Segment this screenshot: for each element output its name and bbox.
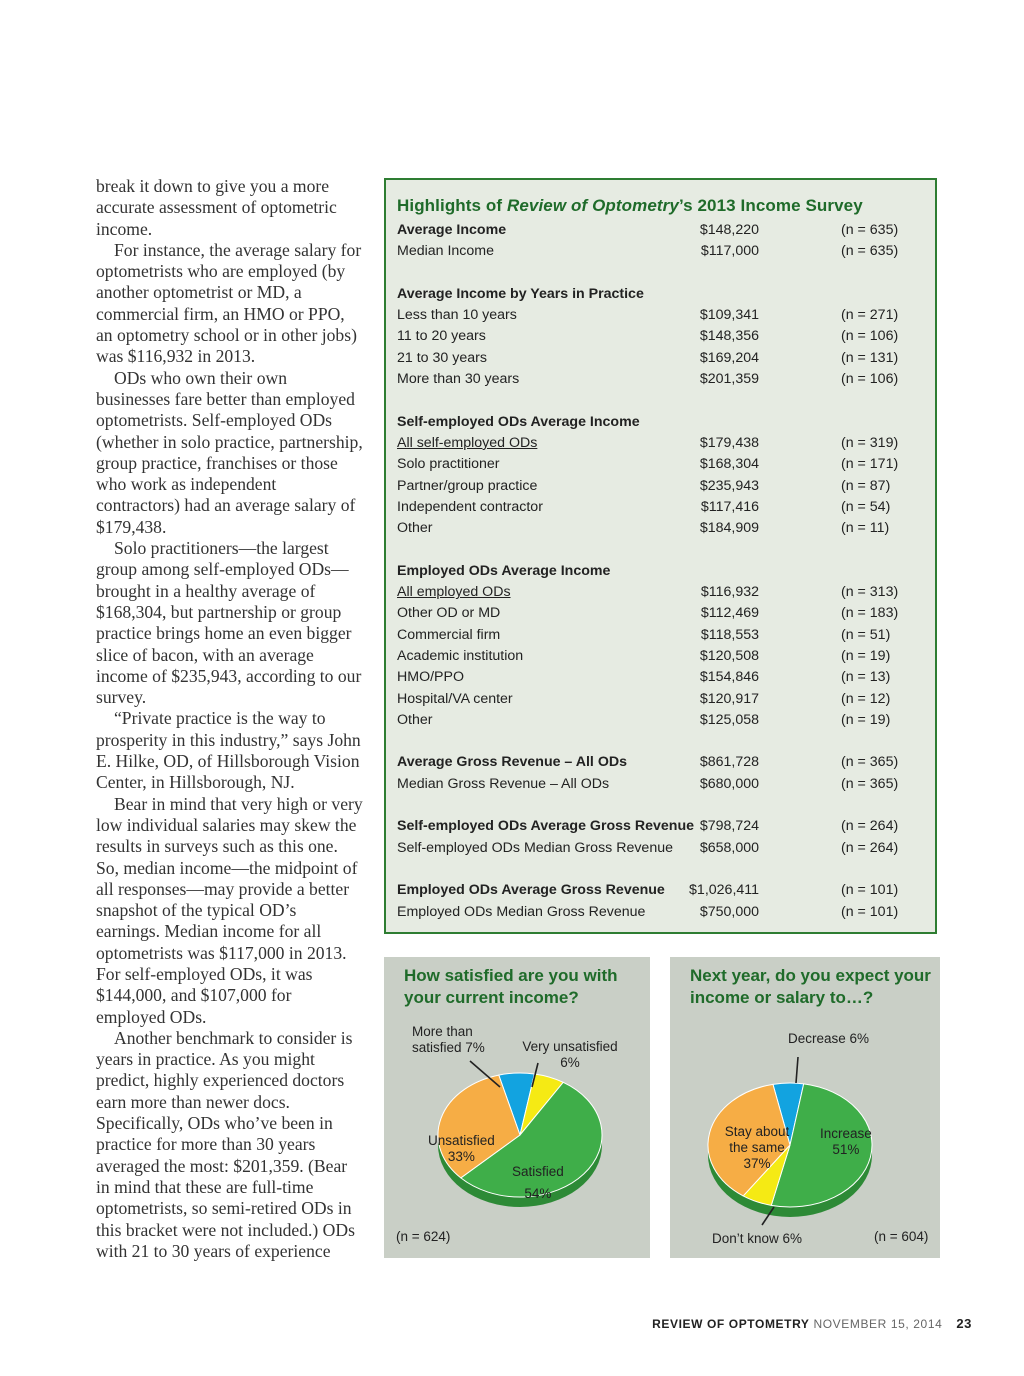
row-value: $125,058 [699, 711, 759, 728]
table-row [397, 220, 927, 241]
row-label: Solo practitioner [397, 456, 500, 473]
pie-n-label: (n = 624) [396, 1229, 451, 1244]
row-value: $184,909 [699, 520, 759, 537]
row-value: $680,000 [699, 775, 759, 792]
table-row [397, 603, 927, 624]
pie-label-more-than-satisfied: More than satisfied 7% [412, 1024, 485, 1055]
table-row [397, 326, 927, 347]
pie-label-increase: Increase 51% [820, 1126, 872, 1157]
row-value: $154,846 [699, 669, 759, 686]
row-label: Academic institution [397, 647, 524, 664]
table-row [397, 561, 927, 582]
satisfaction-chart-title: How satisfied are you with your current income? [404, 966, 618, 1007]
row-sample-size: (n = 101) [841, 903, 899, 920]
row-label: Self-employed ODs Average Income [397, 413, 640, 430]
row-value: $116,932 [700, 584, 759, 601]
row-label: Commercial firm [397, 626, 501, 643]
row-value: $117,000 [700, 243, 759, 260]
table-row [397, 710, 927, 731]
row-sample-size: (n = 131) [841, 349, 899, 366]
highlights-rows [397, 220, 927, 923]
row-label: Employed ODs Average Gross Revenue [397, 882, 665, 899]
table-spacer [397, 539, 927, 560]
table-spacer [397, 390, 927, 411]
row-value: $169,204 [699, 349, 759, 366]
row-label: All self-employed ODs [397, 434, 538, 451]
row-label: Partner/group practice [397, 477, 538, 494]
footer-magazine: REVIEW OF OPTOMETRY [652, 1317, 810, 1331]
pie-label-unsatisfied: Unsatisfied 33% [428, 1133, 495, 1164]
row-label: Median Gross Revenue – All ODs [397, 775, 610, 792]
row-sample-size: (n = 106) [841, 371, 899, 388]
table-row [397, 241, 927, 262]
article-paragraph: Solo practitioners—the largest group among self-employed ODs—brought in a healthy average of $168,304, but partnership or group practice brings home an even bigger slice of bacon, with an average income of $235,943, according to our survey. [96, 538, 362, 708]
row-sample-size: (n = 11) [841, 520, 890, 537]
article-paragraph: break it down to give you a more accurate assessment of optometric income. [96, 176, 337, 239]
row-sample-size: (n = 54) [841, 498, 891, 515]
row-value: $118,553 [700, 626, 759, 643]
row-label: Other OD or MD [397, 605, 501, 622]
row-value: $148,356 [699, 328, 759, 345]
table-spacer [397, 859, 927, 880]
table-row [397, 369, 927, 390]
table-row [397, 880, 927, 901]
table-row [397, 582, 927, 603]
pie-label-dont-know: Don’t know 6% [712, 1231, 803, 1246]
row-label: Other [397, 711, 433, 728]
row-sample-size: (n = 635) [841, 243, 899, 260]
article-paragraph: Bear in mind that very high or very low individual salaries may skew the results in surveys such as this one. So, median income—the midpoint of all responses—may provide a better snapshot of the typical OD’s earnings. Median income for all optometrists was $117,000 in 2013. For self-employed ODs, it was $144,000, and $107,000 for employed ODs. [96, 793, 363, 1027]
row-sample-size: (n = 313) [841, 584, 899, 601]
pie-label-stay-same: Stay about the same 37% [724, 1124, 790, 1171]
row-sample-size: (n = 12) [841, 690, 891, 707]
row-value: $109,341 [699, 307, 759, 324]
table-spacer [397, 795, 927, 816]
page-number: 23 [956, 1316, 972, 1331]
row-value: $112,469 [700, 605, 759, 622]
row-label: Less than 10 years [397, 307, 517, 324]
row-value: $201,359 [699, 371, 759, 388]
row-sample-size: (n = 19) [841, 711, 891, 728]
row-label: Average Income [397, 222, 507, 238]
table-row [397, 433, 927, 454]
table-row [397, 518, 927, 539]
row-label: Employed ODs Median Gross Revenue [397, 903, 646, 920]
footer-date: NOVEMBER 15, 2014 [813, 1317, 943, 1331]
row-sample-size: (n = 319) [841, 434, 899, 451]
table-row [397, 667, 927, 688]
row-label: 21 to 30 years [397, 349, 487, 366]
row-value: $179,438 [699, 434, 759, 451]
row-label: Self-employed ODs Average Gross Revenue [397, 818, 694, 835]
row-value: $798,724 [699, 818, 759, 835]
row-value: $120,508 [699, 647, 759, 664]
table-row [397, 689, 927, 710]
row-label: Self-employed ODs Median Gross Revenue [397, 839, 673, 856]
article-paragraph: For instance, the average salary for optometrists who are employed (by another optometrist or MD, a commercial firm, an HMO or PPO, an optometry school or in other jobs) was $116,932 in 2013. [96, 239, 362, 367]
row-label: Average Income by Years in Practice [397, 285, 644, 302]
row-value: $148,220 [699, 222, 759, 238]
row-sample-size: (n = 264) [841, 839, 899, 856]
article-paragraph: Another benchmark to consider is years in practice. As you might predict, highly experienced doctors earn more than newer docs. Specifically, ODs who’ve been in practice for more than 30 years averaged the most: $201,359. (Bear in mind that these are full-time optometrists, so semi-retired ODs in this bracket were not included.) ODs with 21 to 30 years of experience [96, 1027, 355, 1261]
row-sample-size: (n = 365) [841, 775, 899, 792]
pie-label-very-unsatisfied: Very unsatisfied 6% [522, 1039, 618, 1070]
row-label: More than 30 years [397, 371, 520, 388]
highlights-table-box [384, 178, 937, 934]
row-sample-size: (n = 271) [841, 307, 899, 324]
table-row [397, 838, 927, 859]
row-sample-size: (n = 13) [841, 669, 891, 686]
pie-n-label: (n = 604) [874, 1229, 929, 1244]
row-label: Other [397, 520, 433, 537]
row-value: $235,943 [699, 477, 759, 494]
row-value: $1,026,411 [689, 882, 759, 899]
table-row [397, 816, 927, 837]
pie-leader-line [796, 1057, 798, 1083]
table-row [397, 902, 927, 923]
row-sample-size: (n = 264) [841, 818, 899, 835]
row-sample-size: (n = 171) [841, 456, 899, 473]
row-value: $117,416 [700, 498, 759, 515]
row-sample-size: (n = 183) [841, 605, 899, 622]
row-sample-size: (n = 635) [841, 222, 899, 238]
article-column [96, 176, 364, 1262]
row-label: HMO/PPO [397, 669, 465, 686]
row-value: $120,917 [699, 690, 759, 707]
expectation-chart-panel [670, 957, 940, 1258]
row-sample-size: (n = 365) [841, 754, 899, 771]
row-label: All employed ODs [397, 584, 511, 601]
row-value: $168,304 [699, 456, 759, 473]
expectation-chart-title: Next year, do you expect your income or salary to…? [690, 966, 931, 1007]
row-label: Independent contractor [397, 498, 543, 515]
table-spacer [397, 731, 927, 752]
table-row [397, 348, 927, 369]
row-value: $861,728 [699, 754, 759, 771]
table-row [397, 774, 927, 795]
table-row [397, 476, 927, 497]
pie-label-satisfied: Satisfied 54% [512, 1164, 564, 1201]
row-sample-size: (n = 87) [841, 477, 891, 494]
highlights-title: Highlights of Review of Optometry’s 2013 Income Survey [397, 196, 863, 215]
row-value: $658,000 [699, 839, 759, 856]
row-sample-size: (n = 19) [841, 647, 891, 664]
row-value: $750,000 [699, 903, 759, 920]
table-row [397, 412, 927, 433]
pie-label-decrease: Decrease 6% [788, 1031, 870, 1046]
table-row [397, 454, 927, 475]
row-sample-size: (n = 51) [841, 626, 891, 643]
row-label: Hospital/VA center [397, 690, 513, 707]
row-label: Average Gross Revenue – All ODs [397, 754, 627, 771]
expectation-pie-chart [670, 957, 940, 1258]
row-sample-size: (n = 106) [841, 328, 899, 345]
satisfaction-chart-panel [384, 957, 650, 1258]
row-label: Employed ODs Average Income [397, 562, 611, 579]
row-label: 11 to 20 years [397, 328, 486, 345]
table-row [397, 305, 927, 326]
table-spacer [397, 263, 927, 284]
row-sample-size: (n = 101) [841, 882, 899, 899]
table-row [397, 284, 927, 305]
table-row [397, 497, 927, 518]
page-footer [652, 1316, 972, 1331]
satisfaction-pie-chart [384, 957, 650, 1258]
article-paragraph: “Private practice is the way to prosperity in this industry,” says John E. Hilke, OD, of Hillsborough Vision Center, in Hillsborough, NJ. [96, 708, 361, 793]
table-row [397, 625, 927, 646]
row-label: Median Income [397, 243, 494, 260]
table-row [397, 752, 927, 773]
article-paragraph: ODs who own their own businesses fare better than employed optometrists. Self-employed ODs (whether in solo practice, partnership, group practice, franchises or those who work as independent contractors) had an average salary of $179,438. [96, 367, 363, 537]
table-row [397, 646, 927, 667]
